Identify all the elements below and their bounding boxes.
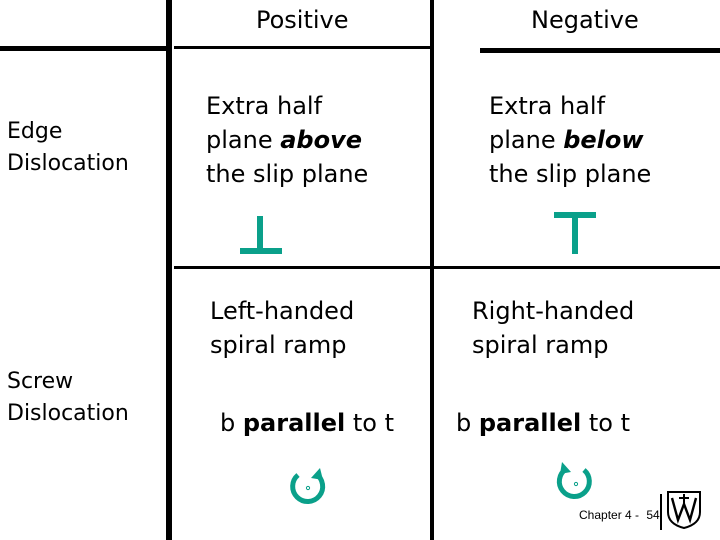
screw-negative-line2: spiral ramp [472,331,609,359]
screw-positive-line2: spiral ramp [210,331,347,359]
edge-negative-plane: plane [489,126,564,154]
screw-positive-text [210,294,354,362]
row-divider [174,266,720,269]
edge-positive-line3: the slip plane [206,160,369,188]
footer-divider [660,494,662,530]
footer-chapter [579,508,660,522]
edge-negative-line3: the slip plane [489,160,652,188]
header-divider-left [0,46,166,51]
edge-positive-line1: Extra half [206,92,323,120]
negative-edge-symbol [550,208,600,256]
row-label-edge-line2: Dislocation [7,151,129,176]
footer-chapter-label: Chapter 4 - [579,508,640,522]
column-divider-1 [166,0,172,540]
row-label-screw [7,366,129,430]
burgers-parallel: parallel [242,409,346,437]
screw-negative-line1: Right-handed [472,297,635,325]
screw-negative-text [472,294,634,362]
burgers-parallel: parallel [478,409,582,437]
header-divider-mid [174,46,430,49]
university-logo-icon [664,488,704,530]
burgers-to-t: to t [581,409,631,437]
column-divider-2 [430,0,434,540]
edge-negative-below: below [563,126,644,154]
burgers-to-t: to t [345,409,395,437]
row-label-edge [7,116,129,180]
edge-positive-above: above [280,126,363,154]
edge-negative-line1: Extra half [489,92,606,120]
header-positive: Positive [256,6,349,34]
row-label-screw-line2: Dislocation [7,401,129,426]
header-negative: Negative [531,6,639,34]
edge-positive-plane: plane [206,126,281,154]
header-divider-right [480,48,720,53]
edge-positive-text [206,89,368,191]
burgers-b: b [220,409,243,437]
edge-negative-text [489,89,651,191]
row-label-screw-line1: Screw [7,369,74,394]
footer-page-number: 54 [646,508,660,522]
screw-positive-burgers [220,406,394,440]
screw-positive-line1: Left-handed [210,297,355,325]
screw-negative-burgers [456,406,630,440]
burgers-b: b [456,409,479,437]
positive-edge-symbol [236,210,286,258]
clockwise-rotation-icon [552,460,600,504]
edge-negative-line2 [489,123,651,157]
row-label-edge-line1: Edge [7,119,63,144]
edge-positive-line2 [206,123,368,157]
counterclockwise-rotation-icon [284,466,332,510]
